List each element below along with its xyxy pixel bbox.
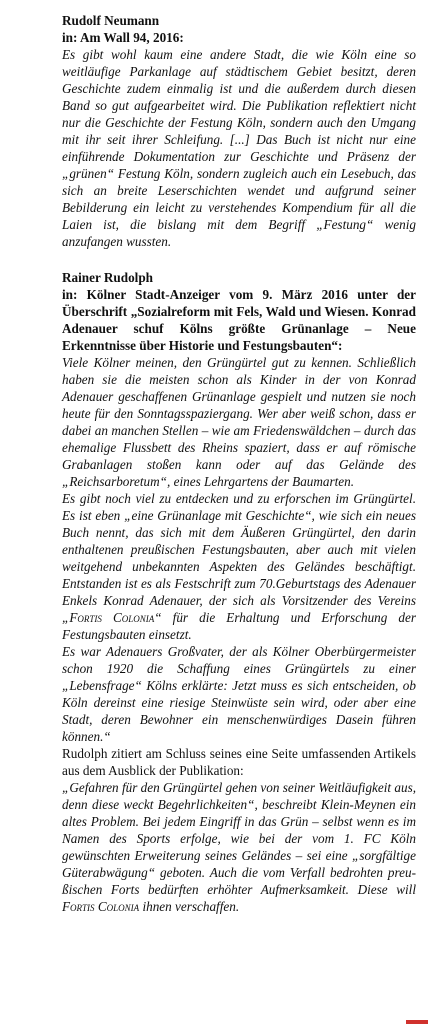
review-quote: Es gibt wohl kaum eine andere Stadt, die wie Köln eine so weitläufige Parkanlage auf städtischem Gebiet besitzt, deren Geschichte zudem einmalig ist und die außerdem durch diesen Band so gut aufgearbeitet wird. Die Publikation reflektiert nicht nur die Geschichte der Festung Köln, sondern auch den Umgang mit ihr seit ihrer Schleifung. [...] Das Buch ist nicht nur eine einführende Dokumentation zur Geschichte und Präsenz der „grünen“ Festung Köln, sondern zugleich auch ein Lesebuch, das sich an breite Leserschichten wendet und aufgrund seiner Bebilderung ein leicht zu verstehendes Kompendium für all die Laien ist, die bislang mit dem Begriff „Festung“ wenig anzufangen wussten. xyxy=(62,47,416,249)
document-page xyxy=(62,12,416,915)
review-paragraph: Rudolph zitiert am Schluss seines eine Seite umfassenden Artikels aus dem Ausblick der Publikation: xyxy=(62,746,416,778)
review-paragraph: Es war Adenauers Großvater, der als Kölner Oberbürgermeister schon 1920 die Schaffung eines Grüngürtels zu einer „Lebensfrage“ Kölns erklärte: Jetzt muss es sich entscheiden, ob Köln dereinst eine riesige Steinwüste sein wird, oder aber eine Stadt, deren Bewohner ein menschenwürdiges Dasein führen können.“ xyxy=(62,644,416,744)
review-entry xyxy=(62,269,416,915)
paragraph-text: Es gibt noch viel zu entdecken und zu erforschen im Grüngürtel. Es ist eben „eine Grünanlage mit Geschichte“, wie sich ein neues Buch nennt, das sich mit dem Äußeren Grüngürtel, den darin enthaltenen preußischen Festungsbauten, aber auch mit vielen weitgehend unbekannten Aspekten des Geländes beschäftigt. Entstanden ist es als Festschrift zum 70.Geburtstags des Adenauer Enkels Konrad Adenauer, der sich als Vorsitzender des Vereins „ xyxy=(62,491,416,625)
review-entry xyxy=(62,12,416,250)
page-edge-marker xyxy=(406,1020,428,1024)
review-source: in: Kölner Stadt-Anzeiger vom 9. März 2016 unter der Überschrift „Sozialreform mit Fels, Wald und Wiesen. Konrad Adenauer schuf Kölns größte Grünanlage – Neue Erkenntnisse über Historie und Festungsbauten“: xyxy=(62,287,416,353)
review-paragraph xyxy=(62,490,416,643)
paragraph-text: „Gefahren für den Grüngürtel gehen von seiner Weitläufigkeit aus, denn diese weckt Begehrlichkeiten“, beschreibt Klein-Meynen ein altes Problem. Bei jedem Eingriff in das Grün – selbst wenn es im Namen des Sports erfolge, wie bei der vom 1. FC Köln gewünschten Erweiterung seines Geländes – sei eine „sorgfältige Güterabwägung“ geboten. Auch die vom Verfall bedrohten preußischen Forts bedürften erhöhter Aufmerksamkeit. Diese will xyxy=(62,780,416,897)
organization-name: Fortis Colonia xyxy=(62,899,140,914)
reviewer-name: Rainer Rudolph xyxy=(62,270,153,285)
review-paragraph: Viele Kölner meinen, den Grüngürtel gut zu kennen. Schließlich haben sie die meisten schon als Kinder in der von Konrad Adenauer geschaffenen Grünanlage gespielt und nutzen sie noch heute für den Sonntagsspaziergang. Wer aber weiß schon, dass er dabei an manchen Stellen – wie am Friedenswäldchen – durch das ehemalige Flussbett des Rheins spaziert, dass er auf römische Grabanlagen stoßen kann oder auf das Gelände des „Reichsarboretum“, eines Lehrgartens der Baumarten. xyxy=(62,355,416,489)
reviewer-name: Rudolf Neumann xyxy=(62,13,160,28)
paragraph-text: ihnen verschaffen. xyxy=(139,899,240,914)
review-paragraph xyxy=(62,779,416,915)
review-source: in: Am Wall 94, 2016: xyxy=(62,30,184,45)
paragraph-text: “ für die Erhaltung und Erforschung der Festungsbauten einsetzt. xyxy=(62,610,416,642)
organization-name: Fortis Colonia xyxy=(69,610,155,625)
